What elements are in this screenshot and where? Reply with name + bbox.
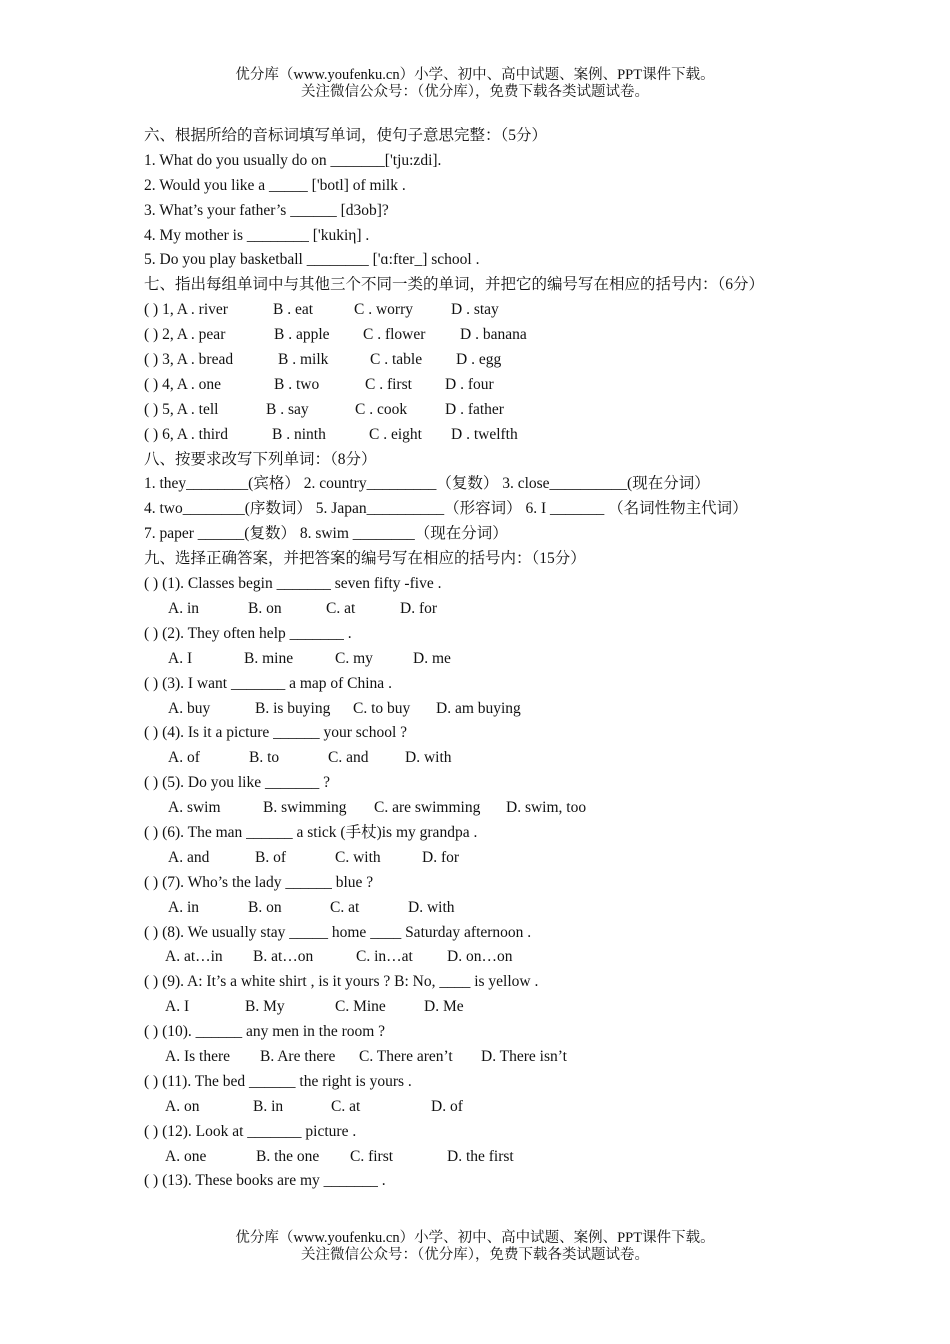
s9-q8: ( ) (8). We usually stay _____ home ____ Saturday afternoon . (144, 923, 532, 941)
option-c: C. at (326, 599, 356, 617)
option-b: B. of (255, 848, 286, 866)
option-b: B. Are there (260, 1047, 336, 1065)
option-c: C. to buy (353, 699, 411, 717)
option-d: D. the first (447, 1147, 514, 1165)
option-a: A. one (165, 1147, 207, 1165)
option-b: B. the one (256, 1147, 320, 1165)
s9-q10: ( ) (10). ______ any men in the room ? (144, 1023, 386, 1041)
s7-row-1-c: C . worry (354, 301, 413, 319)
page-footer (0, 1230, 950, 1264)
option-d: D. for (400, 599, 438, 617)
s7-row-6-q: ( ) 6, A . third (144, 425, 228, 443)
header-line-2: 关注微信公众号：（优分库），免费下载各类试题试卷。 (301, 84, 649, 100)
option-b: B. on (248, 898, 282, 916)
s7-row-6 (144, 423, 814, 448)
s7-row-3-d: D . egg (456, 351, 502, 369)
s8-line-2: 4. two________(序数词） 5. Japan__________（形容词） 6. I _______ （名词性物主代词） (144, 500, 748, 518)
option-d: D. swim, too (506, 799, 587, 817)
s9-q6-options (144, 846, 814, 871)
s7-row-3-q: ( ) 3, A . bread (144, 351, 234, 369)
s7-row-4 (144, 373, 814, 398)
option-b: B. mine (244, 649, 294, 667)
section-9-title: 九、选择正确答案，并把答案的编号写在相应的括号内：（15分） (144, 550, 586, 568)
s8-line-1: 1. they________(宾格） 2. country_________（复数） 3. close__________(现在分词） (144, 475, 710, 493)
option-a: A. in (168, 898, 199, 916)
s9-q9-options (144, 995, 814, 1020)
s9-q1: ( ) (1). Classes begin _______ seven fifty -five . (144, 575, 442, 593)
s7-row-5-q: ( ) 5, A . tell (144, 400, 219, 418)
option-a: A. swim (168, 799, 221, 817)
option-d: D. of (431, 1097, 463, 1115)
option-d: D. with (405, 749, 452, 767)
s9-q2: ( ) (2). They often help _______ . (144, 624, 352, 642)
s9-q3-options (144, 697, 814, 722)
option-c: C. Mine (335, 998, 386, 1016)
s8-line-3: 7. paper ______(复数） 8. swim ________（现在分词） (144, 525, 508, 543)
s7-row-1-d: D . stay (451, 301, 499, 319)
section-7-title: 七、指出每组单词中与其他三个不同一类的单词，并把它的编号写在相应的括号内：（6分） (144, 276, 765, 294)
s7-row-3-b: B . milk (278, 351, 329, 369)
s9-q2-options (144, 647, 814, 672)
s7-row-3 (144, 348, 814, 373)
s9-q13: ( ) (13). These books are my _______ . (144, 1172, 386, 1190)
s7-row-3-c: C . table (370, 351, 423, 369)
s6-item-3: 3. What’s your father’s ______ [d3ob]? (144, 201, 389, 219)
option-b: B. in (253, 1097, 284, 1115)
s9-q12-options (144, 1145, 814, 1170)
s9-q8-options (144, 945, 814, 970)
option-b: B. swimming (263, 799, 347, 817)
option-a: A. I (165, 998, 190, 1016)
option-d: D. me (413, 649, 451, 667)
option-a: A. on (165, 1097, 200, 1115)
s7-row-6-c: C . eight (369, 425, 422, 443)
s9-q12: ( ) (12). Look at _______ picture . (144, 1122, 357, 1140)
s9-q6: ( ) (6). The man ______ a stick (手杖)is my grandpa . (144, 823, 478, 841)
option-b: B. My (245, 998, 285, 1016)
option-b: B. is buying (255, 699, 331, 717)
section-8-title: 八、按要求改写下列单词：（8分） (144, 450, 377, 468)
s7-row-1-b: B . eat (273, 301, 314, 319)
option-c: C. There aren’t (359, 1047, 453, 1065)
s9-q5: ( ) (5). Do you like _______ ? (144, 774, 330, 792)
s7-row-4-q: ( ) 4, A . one (144, 375, 222, 393)
s7-row-1-q: ( ) 1, A . river (144, 301, 228, 319)
option-d: D. Me (424, 998, 464, 1016)
s7-row-4-d: D . four (445, 375, 494, 393)
option-a: A. buy (168, 699, 211, 717)
option-c: C. at (330, 898, 360, 916)
s9-q11-options (144, 1095, 814, 1120)
s7-row-5-c: C . cook (355, 400, 408, 418)
s7-row-2-c: C . flower (363, 326, 426, 344)
option-a: A. Is there (165, 1047, 230, 1065)
option-c: C. with (335, 848, 381, 866)
option-c: C. first (350, 1147, 394, 1165)
exam-content (144, 124, 814, 1194)
s9-q10-options (144, 1045, 814, 1070)
option-d: D. am buying (436, 699, 521, 717)
s7-row-6-d: D . twelfth (451, 425, 518, 443)
s6-item-5: 5. Do you play basketball ________ ['ɑ:fter_] school . (144, 251, 480, 269)
s9-q1-options (144, 597, 814, 622)
s9-q3: ( ) (3). I want _______ a map of China . (144, 674, 392, 692)
option-c: C. at (331, 1097, 361, 1115)
s9-q5-options (144, 796, 814, 821)
footer-line-2: 关注微信公众号：（优分库），免费下载各类试题试卷。 (301, 1247, 649, 1263)
s7-row-5 (144, 398, 814, 423)
s9-q7: ( ) (7). Who’s the lady ______ blue ? (144, 873, 374, 891)
s7-row-5-d: D . father (445, 400, 504, 418)
option-b: B. to (249, 749, 280, 767)
s9-q7-options (144, 896, 814, 921)
s7-row-5-b: B . say (266, 400, 309, 418)
s9-q9: ( ) (9). A: It’s a white shirt , is it yours ? B: No, ____ is yellow . (144, 973, 539, 991)
s9-q11: ( ) (11). The bed ______ the right is yours . (144, 1072, 412, 1090)
option-a: A. in (168, 599, 199, 617)
s7-row-1 (144, 298, 814, 323)
option-b: B. on (248, 599, 282, 617)
s6-item-1: 1. What do you usually do on _______['tju:zdi]. (144, 151, 442, 169)
option-a: A. and (168, 848, 210, 866)
s7-row-2-d: D . banana (460, 326, 527, 344)
s7-row-4-c: C . first (365, 375, 412, 393)
s9-q4-options (144, 746, 814, 771)
s7-row-4-b: B . two (274, 375, 320, 393)
section-6-title: 六、根据所给的音标词填写单词，使句子意思完整：（5分） (144, 127, 548, 144)
s6-item-4: 4. My mother is ________ ['kukiη] . (144, 226, 370, 244)
option-c: C. in…at (356, 948, 413, 966)
option-a: A. at…in (165, 948, 223, 966)
s9-q4: ( ) (4). Is it a picture ______ your school ? (144, 724, 408, 742)
option-d: D. with (408, 898, 455, 916)
s7-row-2 (144, 323, 814, 348)
option-d: D. on…on (447, 948, 513, 966)
page-header (0, 67, 950, 101)
s7-row-2-q: ( ) 2, A . pear (144, 326, 226, 344)
option-c: C. and (328, 749, 369, 767)
s7-row-2-b: B . apple (274, 326, 330, 344)
header-line-1: 优分库（www.youfenku.cn）小学、初中、高中试题、案例、PPT课件下载。 (235, 67, 715, 83)
s7-row-6-b: B . ninth (272, 425, 326, 443)
option-d: D. There isn’t (481, 1047, 567, 1065)
option-b: B. at…on (253, 948, 314, 966)
footer-line-1: 优分库（www.youfenku.cn）小学、初中、高中试题、案例、PPT课件下载。 (235, 1230, 715, 1246)
option-a: A. of (168, 749, 200, 767)
s6-item-2: 2. Would you like a _____ ['botl] of milk . (144, 176, 406, 194)
option-c: C. my (335, 649, 373, 667)
option-d: D. for (422, 848, 460, 866)
option-c: C. are swimming (374, 799, 481, 817)
option-a: A. I (168, 649, 193, 667)
